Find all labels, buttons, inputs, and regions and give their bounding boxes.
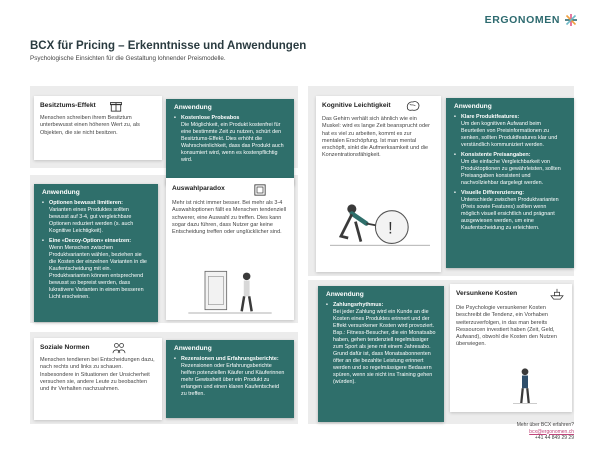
card-text: Menschen schreiben ihrem Besitztum unterbewusst einen höheren Wert zu, als Objekten, die sie nicht besitzen. xyxy=(40,115,140,136)
group-icon xyxy=(112,342,126,354)
page-subtitle: Psychologische Einsichten für die Gestaltung lohnender Preismodelle. xyxy=(30,55,226,62)
anwendung-title: Anwendung xyxy=(326,291,364,298)
card-besitztum xyxy=(34,96,162,160)
svg-text:!: ! xyxy=(388,219,393,238)
anwendung-soziale xyxy=(166,340,294,418)
anwendung-item: • Kostenlose Probeabos Die Möglichkeit, ein Produkt kostenfrei für eine bestimmte Zeit zu nutzen, schürt den Besitztums-Effekt. Dies erhöht die Wahrscheinlichkeit, dass das Produkt auch konsumiert wird, wenn es kostenpflichtig wird. xyxy=(174,115,286,164)
anwendung-title: Anwendung xyxy=(174,345,212,352)
footer-text: Mehr über BCX erfahren? xyxy=(516,421,574,428)
card-auswahl xyxy=(166,178,294,320)
anwendung-item: • Eine «Decoy-Option» einsetzen: Wenn Menschen zwischen Produktvarianten wählen, beziehen sie die Kosten der einzelnen Varianten in die Kaufentscheidung mit ein. Produktvarianten können entsprechend bewusst so bepreist werden, dass lukrativere Varianten in einem besseren Licht erscheinen. xyxy=(42,238,150,301)
footer-email-link[interactable]: bcx@ergonomen.ch xyxy=(529,428,574,435)
illustration-person-icon xyxy=(510,364,540,408)
anwendung-besitztum xyxy=(166,99,294,185)
card-soziale xyxy=(34,338,162,420)
card-text: Mehr ist nicht immer besser. Bei mehr als 3-4 Auswahloptionen fällt es Menschen tendenziell schwerer, eine Auswahl zu treffen. Dies kann sogar dazu führen, dass Nutzer gar keine Entscheidung treffen oder unglücklicher sind. xyxy=(172,200,287,235)
anwendung-item: • Zahlungsrhythmus: Bei jeder Zahlung wird ein Kunde an die Kosten eines Produktes erinnert und der Effekt versunkener Kosten wird provoziert. Bsp.: Fitness-Besucher, die ein Monatsabo haben, gehen tendenziell regelmässiger zum Sport als jene mit einem Jahresabo. Grund dafür ist, dass Monatsabonnenten öfter an die bezahlte Leistung erinnert werden und so regelmässigere Bedauern spüren, wenn sie nicht ins Training gehen (würden). xyxy=(326,302,436,386)
anwendung-title: Anwendung xyxy=(174,104,212,111)
card-text: Menschen tendieren bei Entscheidungen dazu, nach rechts und links zu schauen. Insbesondere in Situationen der Unsicherheit versuchen sie, andere Leute zu beobachten und ihr Verhalten nachzuahmen. xyxy=(40,357,155,392)
card-title: Auswahlparadox xyxy=(172,185,225,192)
page-title: BCX für Pricing – Erkenntnisse und Anwendungen xyxy=(30,40,307,52)
anwendung-item: • Optionen bewusst limitieren: Varianten eines Produktes sollten bewusst auf 3-4, gut vergleichbare Optionen reduziert werden (s. auch Kognitive Leichtigkeit). xyxy=(42,200,150,235)
anwendung-versunken xyxy=(318,286,444,422)
anwendung-item: • Rezensionen und Erfahrungsberichte: Rezensionen oder Erfahrungsberichte helfen potenziellen Käufer und Käuferinnen mehr Gewissheit über ein Produkt zu erlangen und einen klaren Kaufentscheid zu treffen. xyxy=(174,356,286,398)
anwendung-auswahl xyxy=(34,184,158,322)
logo-star-icon xyxy=(564,13,578,27)
anwendung-item: • Visuelle Differenzierung: Unterschiede zwischen Produktvarianten (Preis sowie Features) sollten wenn möglich visuell ersichtlich und prägnant ausgewiesen werden, um eine Kaufentscheidung zu erleichtern. xyxy=(454,190,566,232)
card-title: Soziale Normen xyxy=(40,344,90,351)
card-title: Versunkene Kosten xyxy=(456,290,518,297)
card-title: Besitztums-Effekt xyxy=(40,102,96,109)
brain-icon xyxy=(405,99,421,113)
card-title: Kognitive Leichtigkeit xyxy=(322,102,391,109)
anwendung-kognitive xyxy=(446,98,574,268)
anwendung-item: • Klare Produktfeatures: Um den kognitiven Aufwand beim Beurteilen von Preisinformationen zu senken, sollten Produktfeatures klar und verständlich kommuniziert werden. xyxy=(454,114,566,149)
frame-icon xyxy=(254,184,266,196)
logo-text: ERGONOMEN xyxy=(484,14,560,26)
logo xyxy=(485,13,578,27)
card-text: Das Gehirn verhält sich ähnlich wie ein Muskel: wird es lange Zeit beansprucht oder hat es viel zu arbeiten, kommt es zur mentalen Erschöpfung. Ist man mental erschöpft, sinkt die Aufmerksamkeit und die Konzentrationsfähigkeit. xyxy=(322,116,430,159)
gift-icon xyxy=(110,100,122,112)
footer-contact xyxy=(517,422,574,442)
footer-phone: +41 44 849 29 29 xyxy=(534,435,574,442)
illustration-push-icon xyxy=(330,196,430,260)
card-text: Die Psychologie versunkener Kosten beschreibt die Tendenz, ein Vorhaben weiterzuverfolgen, in das man bereits Ressourcen investiert haben (Zeit, Geld, Aufwand), obwohl die Kosten den Nutzen überwiegen. xyxy=(456,305,557,348)
anwendung-title: Anwendung xyxy=(42,189,80,196)
ship-icon xyxy=(550,288,564,300)
card-kognitive xyxy=(316,96,441,272)
illustration-door-icon xyxy=(180,268,280,318)
anwendung-title: Anwendung xyxy=(454,103,492,110)
card-versunken xyxy=(450,284,572,412)
anwendung-item: • Konsistente Preisangaben: Um die einfache Vergleichbarkeit von Produktoptionen zu gewährleisten, sollten Preisangaben konsistent und nachvollziehbar dargelegt werden. xyxy=(454,152,566,187)
